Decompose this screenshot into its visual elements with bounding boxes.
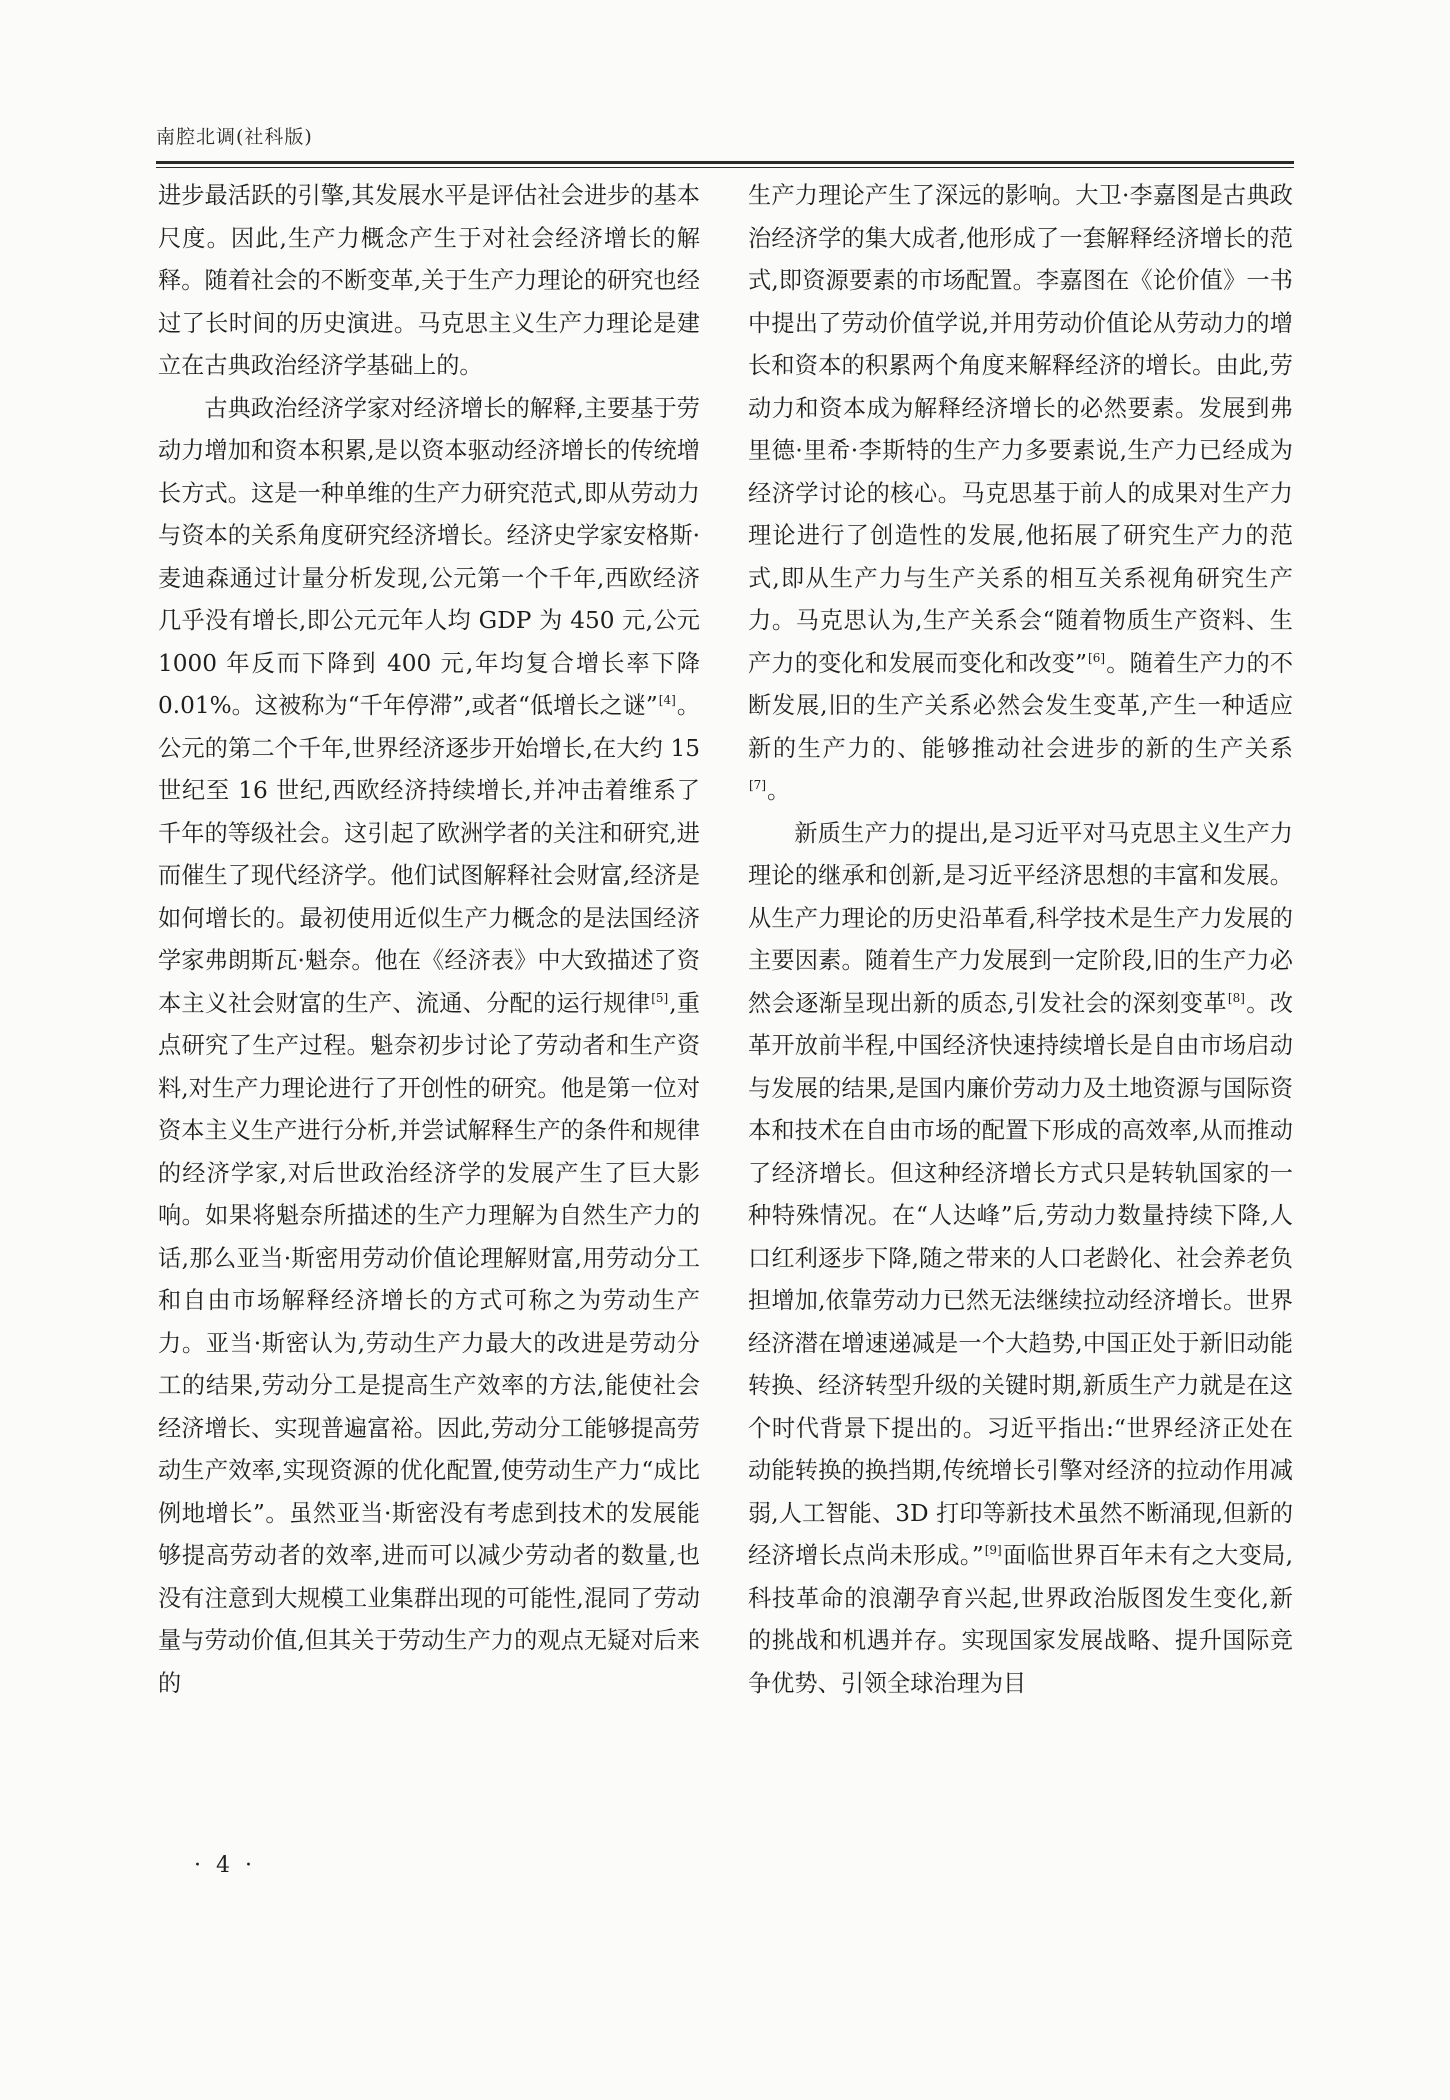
paragraph (158, 175, 700, 388)
paragraph-text: 。公元的第二个千年,世界经济逐步开始增长,在大约 15 世纪至 16 世纪,西欧经济持续增长,并冲击着维系了千年的等级社会。这引起了欧洲学者的关注和研究,进而催生了现代经济学。他们试图解释社会财富,经济是如何增长的。最初使用近似生产力概念的是法国经济学家弗朗斯瓦·魁奈。他在《经济表》中大致描述了资本主义社会财富的生产、流通、分配的运行规律 (158, 692, 701, 1017)
header-rule-thick (156, 161, 1294, 164)
paragraph (748, 175, 1293, 813)
paragraph-text: 进步最活跃的引擎,其发展水平是评估社会进步的基本尺度。因此,生产力概念产生于对社会经济增长的解释。随着社会的不断变革,关于生产力理论的研究也经过了长时间的历史演进。马克思主义生产力理论是建立在古典政治经济学基础上的。 (158, 182, 700, 379)
header-rule-thin (156, 167, 1294, 168)
paragraph (748, 813, 1293, 1706)
paragraph-text: 。改革开放前半程,中国经济快速持续增长是自由市场启动与发展的结果,是国内廉价劳动力及土地资源与国际资本和技术在自由市场的配置下形成的高效率,从而推动了经济增长。但这种经济增长方式只是转轨国家的一种特殊情况。在“人达峰”后,劳动力数量持续下降,人口红利逐步下降,随之带来的人口老龄化、社会养老负担增加,依靠劳动力已然无法继续拉动经济增长。世界经济潜在增速递减是一个大趋势,中国正处于新旧动能转换、经济转型升级的关键时期,新质生产力就是在这个时代背景下提出的。习近平指出:“世界经济正处在动能转换的换挡期,传统增长引擎对经济的拉动作用减弱,人工智能、3D 打印等新技术虽然不断涌现,但新的经济增长点尚未形成。” (748, 989, 1294, 1569)
citation-ref: [6] (1088, 650, 1106, 665)
paragraph-text: 。随着生产力的不断发展,旧的生产关系必然会发生变革,产生一种适应新的生产力的、能够推动社会进步的新的生产关系 (748, 649, 1294, 762)
right-column (748, 175, 1293, 1705)
paragraph-text: 面临世界百年未有之大变局,科技革命的浪潮孕育兴起,世界政治版图发生变化,新的挑战和机遇并存。实现国家发展战略、提升国际竞争优势、引领全球治理为目 (748, 1542, 1293, 1697)
paragraph (158, 388, 700, 1706)
paragraph-text: 新质生产力的提出,是习近平对马克思主义生产力理论的继承和创新,是习近平经济思想的丰富和发展。从生产力理论的历史沿革看,科学技术是生产力发展的主要因素。随着生产力发展到一定阶段,旧的生产力必然会逐渐呈现出新的质态,引发社会的深刻变革 (748, 819, 1293, 1017)
paragraph-text: 。 (767, 777, 791, 804)
citation-ref: [8] (1227, 990, 1245, 1005)
citation-ref: [9] (984, 1543, 1002, 1558)
paragraph-text: ,重点研究了生产过程。魁奈初步讨论了劳动者和生产资料,对生产力理论进行了开创性的研究。他是第一位对资本主义生产进行分析,并尝试解释生产的条件和规律的经济学家,对后世政治经济学的发展产生了巨大影响。如果将魁奈所描述的生产力理解为自然生产力的话,那么亚当·斯密用劳动价值论理解财富,用劳动分工和自由市场解释经济增长的方式可称之为劳动生产力。亚当·斯密认为,劳动生产力最大的改进是劳动分工的结果,劳动分工是提高生产效率的方法,能使社会经济增长、实现普遍富裕。因此,劳动分工能够提高劳动生产效率,实现资源的优化配置,使劳动生产力“成比例地增长”。虽然亚当·斯密没有考虑到技术的发展能够提高劳动者的效率,进而可以减少劳动者的数量,也没有注意到大规模工业集群出现的可能性,混同了劳动量与劳动价值,但其关于劳动生产力的观点无疑对后来的 (158, 989, 700, 1697)
page-number: · 4 · (194, 1853, 256, 1878)
citation-ref: [7] (749, 778, 766, 793)
journal-title: 南腔北调(社科版) (156, 126, 313, 148)
citation-ref: [4] (658, 693, 676, 708)
paragraph-text: 古典政治经济学家对经济增长的解释,主要基于劳动力增加和资本积累,是以资本驱动经济增长的传统增长方式。这是一种单维的生产力研究范式,即从劳动力与资本的关系角度研究经济增长。经济史学家安格斯·麦迪森通过计量分析发现,公元第一个千年,西欧经济几乎没有增长,即公元元年人均 GDP 为 450 元,公元 1000 年反而下降到 400 元,年均复合增长率下降 0.01%。这被称为“千年停滞”,或者“低增长之谜” (158, 394, 700, 719)
running-header (156, 122, 1294, 168)
left-column (158, 175, 700, 1705)
paragraph-text: 生产力理论产生了深远的影响。大卫·李嘉图是古典政治经济学的集大成者,他形成了一套解释经济增长的范式,即资源要素的市场配置。李嘉图在《论价值》一书中提出了劳动价值学说,并用劳动价值论从劳动力的增长和资本的积累两个角度来解释经济的增长。由此,劳动力和资本成为解释经济增长的必然要素。发展到弗里德·里希·李斯特的生产力多要素说,生产力已经成为经济学讨论的核心。马克思基于前人的成果对生产力理论进行了创造性的发展,他拓展了研究生产力的范式,即从生产力与生产关系的相互关系视角研究生产力。马克思认为,生产关系会“随着物质生产资料、生产力的变化和发展而变化和改变” (748, 182, 1293, 677)
citation-ref: [5] (651, 990, 669, 1005)
